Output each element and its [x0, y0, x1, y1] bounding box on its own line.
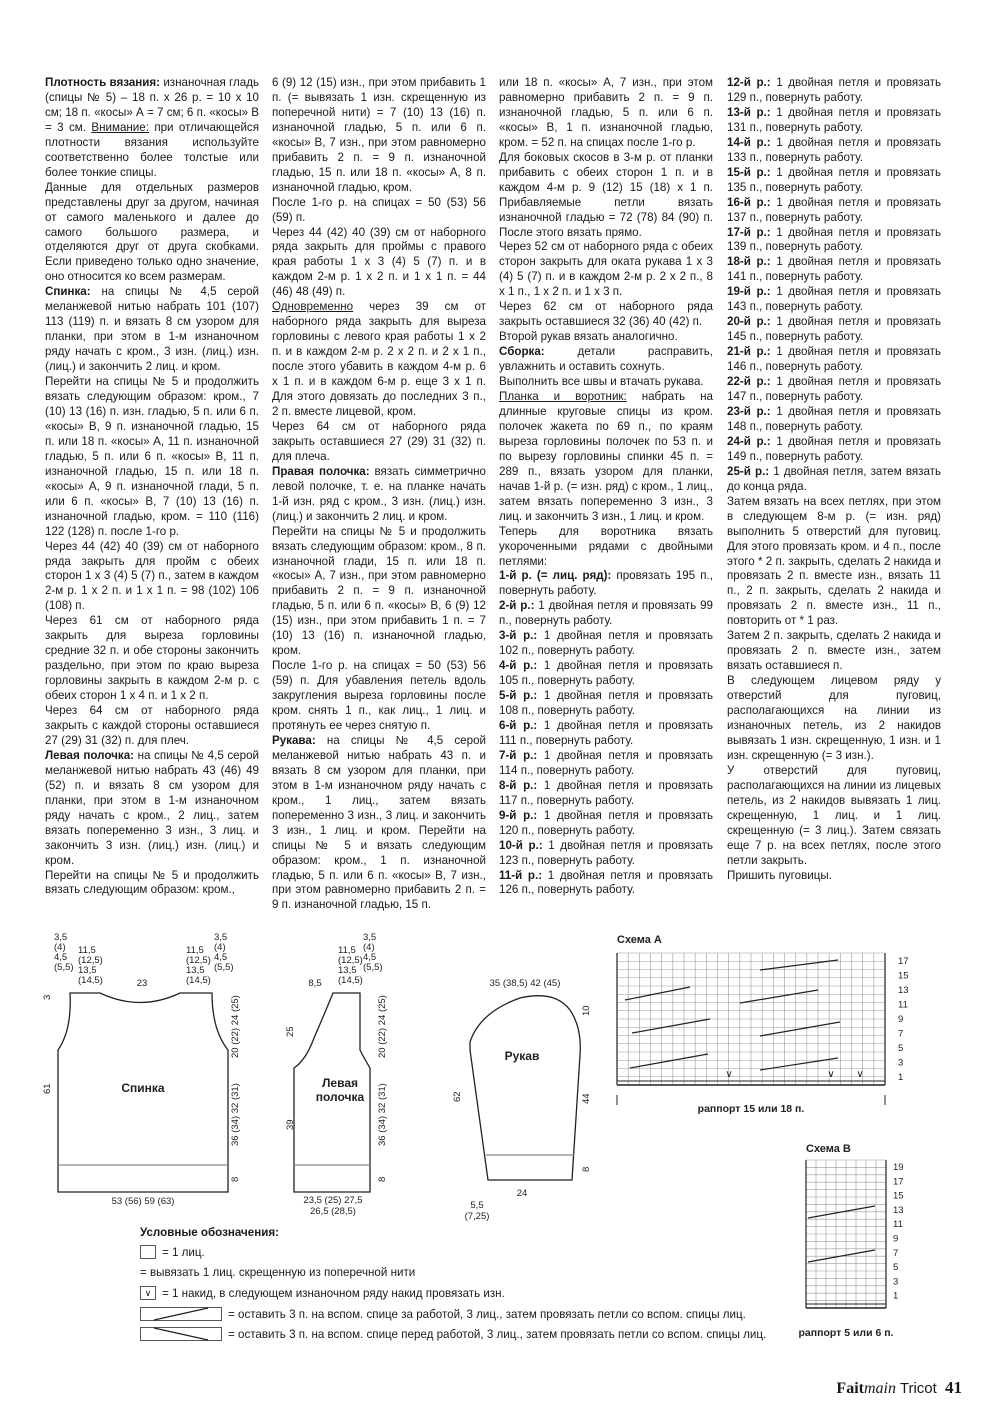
paragraph	[727, 674, 941, 764]
diagram-label: 44	[581, 1093, 592, 1104]
text-run: 1 двойная петля и провязать 99 п., повернуть работу.	[499, 599, 713, 628]
diagram-label: 8,5	[308, 978, 322, 989]
text-run: 1 двойная петля, затем вязать до конца ряда.	[727, 464, 941, 493]
diagram-label: 9	[893, 1233, 899, 1245]
scheme-a-title: Схема А	[617, 934, 662, 946]
text-run: Через 64 см от наборного ряда закрыть с каждой стороны оставшиеся 27 (29) 31 (32) п. для плеч.	[45, 704, 259, 747]
paragraph	[499, 375, 713, 390]
diagram-label: 1	[898, 1072, 904, 1083]
text-run: 25-й р.:	[727, 464, 770, 478]
paragraph	[727, 375, 941, 405]
diagram-label: 3	[898, 1057, 904, 1069]
diagram-label: 13,5	[186, 965, 205, 976]
paragraph	[272, 226, 486, 301]
paragraph	[727, 315, 941, 345]
paragraph	[45, 614, 259, 704]
text-run: детали расправить, увлажнить и оставить сохнуть.	[499, 345, 713, 374]
diagram-label: 36 (34) 32 (31)	[230, 1083, 241, 1146]
diagram-label: 5,5	[470, 1200, 484, 1211]
text-run: 1 двойная петля и провязать 149 п., повернуть работу.	[727, 434, 941, 463]
diagram-label: 13,5	[338, 965, 357, 976]
text-run: Пришить пуговицы.	[727, 868, 832, 882]
diagram-label: 7	[898, 1028, 904, 1040]
paragraph	[45, 375, 259, 539]
text-run: Теперь для воротника вязать укороченными рядами с двойными петлями:	[499, 524, 713, 568]
diagram-label: 15	[893, 1190, 904, 1202]
text-run: 19-й р.:	[727, 285, 771, 299]
diagram-label: 3,5	[214, 932, 228, 943]
legend-item-cable-back: = оставить 3 п. на вспом. спице за работой, 3 лиц., затем провязать петли со вспом. спицы лиц.	[140, 1307, 746, 1321]
diagram-label: 19	[893, 1162, 904, 1173]
scheme-b-repeat: раппорт 5 или 6 п.	[798, 1327, 894, 1339]
diagram-label: 11	[893, 1219, 903, 1231]
paragraph	[499, 76, 713, 151]
paragraph	[499, 659, 713, 689]
text-run: Спинка:	[45, 285, 91, 299]
diagram-label: 24	[516, 1188, 528, 1199]
paragraph	[499, 300, 713, 330]
text-run: Одновременно	[272, 300, 354, 314]
text-run: 14-й р.:	[727, 135, 771, 149]
paragraph	[727, 196, 941, 226]
diagram-label: 13	[898, 985, 909, 996]
text-run: при отличающейся плотности вязания используйте соответственно более толстые или более тонкие спицы.	[45, 120, 259, 179]
text-column-3	[499, 76, 713, 898]
diagram-label: 53 (56) 59 (63)	[111, 1196, 175, 1207]
grid-line	[740, 990, 818, 1003]
paragraph	[45, 76, 259, 181]
diagram-label: (14,5)	[78, 975, 103, 986]
diagram-label: 35 (38,5) 42 (45)	[489, 978, 561, 989]
text-run: 9-й р.:	[499, 808, 538, 822]
text-run: Сборка:	[499, 345, 545, 359]
front-title: Левая	[322, 1076, 358, 1090]
text-run: 1 двойная петля и провязать 129 п., повернуть работу.	[727, 76, 941, 104]
diagram-label: 61	[42, 1083, 53, 1094]
diagram-label: 23	[136, 978, 148, 989]
paragraph	[499, 345, 713, 375]
text-run: 22-й р.:	[727, 375, 771, 389]
diagram-label: 23,5 (25) 27,5	[303, 1195, 363, 1206]
text-column-2	[272, 76, 486, 913]
diagram-label: 4,5	[54, 952, 68, 963]
text-run: Перейти на спицы № 5 и продолжить вязать следующим образом: кром.,	[45, 868, 259, 897]
text-run: 10-й р.:	[499, 838, 543, 852]
text-run: 1 двойная петля и провязать 133 п., повернуть работу.	[727, 135, 941, 164]
cable-front-icon	[140, 1327, 222, 1341]
diagram-label: 3,5	[363, 932, 377, 943]
cable-back-icon	[140, 1307, 222, 1321]
text-column-1	[45, 76, 259, 898]
diagram-label: 39	[285, 1119, 296, 1130]
diagram-label: 8	[230, 1176, 241, 1182]
text-run: 1 двойная петля и провязать 108 п., повернуть работу.	[499, 689, 714, 718]
text-run: Второй рукав вязать аналогично.	[499, 330, 678, 344]
diagram-label: (5,5)	[54, 962, 74, 973]
text-run: на спицы № 4,5 серой меланжевой нитью набрать 43 п. и вязать 8 см узором для планки, при этом в 1-м изнаночном ряду начать с кром., 1 лиц., затем вязать попеременно 3 изн., 3 лиц. и закончить 3 изн., 1 лиц. и кром. Перейти на спицы № 5 и вязать следующим образом: кром., 1 п. изнаночной гладью, 5 п. или 6 п. «косы» В, 7 изн., при этом равномерно прибавить 2 п. = 9 п. изнаночной гладью, 15 п.	[272, 733, 486, 912]
paragraph	[45, 869, 259, 899]
text-run: 1 двойная петля и провязать 148 п., повернуть работу.	[727, 404, 941, 433]
paragraph	[272, 420, 486, 465]
diagram-label: 10	[581, 1005, 592, 1016]
brand-logo: Faitmain	[836, 1380, 896, 1397]
text-run: Затем 2 п. закрыть, сделать 2 накида и провязать 2 п. вместе изн., затем вязать оставшиеся п.	[727, 629, 941, 673]
yarnover-symbol-icon: ∨	[140, 1286, 156, 1300]
paragraph	[727, 255, 941, 285]
text-run: 1 двойная петля и провязать 131 п., повернуть работу.	[727, 105, 941, 134]
legend-title: Условные обозначения:	[140, 1226, 279, 1239]
text-run: Рукава:	[272, 733, 316, 747]
paragraph	[727, 345, 941, 375]
diagram-label: 25	[285, 1026, 296, 1037]
text-run: 13-й р.:	[727, 105, 771, 119]
text-run: 1 двойная петля и провязать 141 п., повернуть работу.	[727, 255, 941, 284]
legend-item-yarnover: ∨ = 1 накид, в следующем изнаночном ряду накид провязать изн.	[140, 1286, 505, 1300]
paragraph	[499, 390, 713, 525]
text-run: 2-й р.:	[499, 599, 535, 613]
diagram-label: 4,5	[363, 952, 377, 963]
diagram-label: 11	[898, 999, 908, 1011]
paragraph	[272, 734, 486, 913]
text-run: Через 44 (42) 40 (39) см от наборного ряда закрыть для проймы с правого края работы 1 x 3 (4) 5 (7) п. и в каждом 2-м р. 1 x 2 п. и 1 x 1 п. = 44 (46) 48 (49) п.	[272, 225, 486, 299]
text-run: 7-й р.:	[499, 748, 538, 762]
diagram-label: (5,5)	[214, 962, 234, 973]
text-run: Левая полочка:	[45, 748, 135, 762]
yarnover-mark-icon: ∨	[725, 1069, 733, 1080]
paragraph	[727, 405, 941, 435]
text-run: 12-й р.:	[727, 76, 771, 89]
paragraph	[272, 525, 486, 660]
text-run: 1 двойная петля и провязать 114 п., повернуть работу.	[499, 748, 714, 777]
text-run: Планка и воротник:	[499, 390, 627, 404]
paragraph	[727, 226, 941, 256]
text-column-4	[727, 76, 941, 883]
diagram-label: 36 (34) 32 (31)	[377, 1083, 388, 1146]
diagram-label: (5,5)	[363, 962, 383, 973]
knit-symbol-icon	[140, 1245, 156, 1259]
paragraph	[499, 599, 713, 629]
text-run: 1 двойная петля и провязать 135 п., повернуть работу.	[727, 165, 941, 194]
text-run: 3-й р.:	[499, 629, 538, 643]
scheme-b-title: Схема В	[806, 1143, 851, 1155]
sleeve-title: Рукав	[504, 1049, 540, 1063]
diagram-label: (7,25)	[464, 1211, 490, 1222]
diagram-label: 13,5	[78, 965, 97, 976]
text-run: 6-й р.:	[499, 718, 538, 732]
text-run: Плотность вязания:	[45, 76, 161, 89]
back-title: Спинка	[121, 1081, 165, 1095]
text-run: Выполнить все швы и втачать рукава.	[499, 375, 704, 389]
paragraph	[45, 285, 259, 375]
legend-item-cable-front: = оставить 3 п. на вспом. спице перед работой, 3 лиц., затем провязать петли со вспом. спицы лиц.	[140, 1327, 766, 1341]
text-run: В следующем лицевом ряду у отверстий для пуговиц, располагающихся на линии из изнаночных петель, из 2 накидов вывязать 1 изн. скрещенную, 1 изн. и 1 изн. скрещенную (= 3 изн.).	[727, 674, 941, 762]
grid-line	[630, 1054, 708, 1068]
diagram-label: (12,5)	[338, 955, 363, 966]
scheme-a-repeat: раппорт 15 или 18 п.	[697, 1103, 805, 1115]
paragraph	[727, 869, 941, 884]
text-run: Внимание:	[91, 120, 149, 134]
scheme-b-grid	[806, 1160, 886, 1308]
text-run: 5-й р.:	[499, 689, 538, 703]
grid-line	[632, 1019, 710, 1033]
text-run: 1 двойная петля и провязать 105 п., повернуть работу.	[499, 659, 714, 688]
diagram-label: (4)	[214, 942, 226, 953]
scheme-a-grid	[617, 953, 885, 1105]
diagram-label: 15	[898, 970, 909, 982]
paragraph	[727, 76, 941, 106]
paragraph	[45, 540, 259, 615]
paragraph	[45, 704, 259, 749]
diagram-label: (14,5)	[338, 975, 363, 986]
text-run: После 1-го р. на спицах = 50 (53) 56 (59) п. Для убавления петель вдоль закругления выреза горловины после кром. снять 1 п., как лиц., 1 лиц. и протянуть ее через снятую п.	[272, 659, 486, 732]
paragraph	[45, 749, 259, 869]
text-run: Правая полочка:	[272, 464, 370, 478]
diagram-label: (4)	[54, 942, 66, 953]
diagram-label: 11,5	[338, 945, 356, 956]
diagram-label: 11,5	[186, 945, 204, 956]
text-run: набрать на длинные круговые спицы из кром. полочек жакета по 69 п., по краям выреза горловины полочек по 53 п. и по вырезу горловины спинки 45 п. = 289 п., вязать узором для планки, начав 1-й р. (= изн. ряд) с кром., 1 лиц., затем вязать попеременно 3 изн., 3 лиц. и закончить 3 изн., 1 лиц. и кром.	[499, 390, 713, 523]
paragraph	[499, 569, 713, 599]
paragraph	[499, 525, 713, 570]
text-run: 8-й р.:	[499, 778, 538, 792]
paragraph	[727, 106, 941, 136]
text-run: 1 двойная петля и провязать 137 п., повернуть работу.	[727, 195, 941, 224]
paragraph	[727, 435, 941, 465]
text-run: 21-й р.:	[727, 345, 771, 359]
paragraph	[499, 749, 713, 779]
text-run: 23-й р.:	[727, 404, 771, 418]
paragraph	[727, 166, 941, 196]
diagram-label: 7	[893, 1247, 899, 1259]
text-run: 24-й р.:	[727, 434, 771, 448]
legend-item-twisted: = вывязать 1 лиц. скрещенную из поперечной нити	[140, 1266, 416, 1279]
text-run: Через 44 (42) 40 (39) см от наборного ряда закрыть для пройм с обеих сторон 1 x 3 (4) 5 (7) п., затем в каждом 2-м р. 1 x 2 п. и 1 x 1 п. = 98 (102) 106 (108) п.	[45, 539, 259, 613]
text-run: Через 52 см от наборного ряда с обеих сторон закрыть для оката рукава 1 x 3 (4) 5 (7) п. и в каждом 2-м р. 2 x 2 п., 8 x 1 п., 1 x 2 п. и 1 x 3 п.	[499, 240, 713, 299]
diagram-label: 20 (22) 24 (25)	[230, 995, 241, 1058]
yarnover-mark-icon: ∨	[827, 1069, 835, 1080]
text-run: 4-й р.:	[499, 659, 538, 673]
paragraph	[499, 629, 713, 659]
page-number: 41	[945, 1378, 962, 1397]
paragraph	[499, 240, 713, 300]
text-run: Через 61 см от наборного ряда закрыть для выреза горловины средние 32 п. и обе стороны закончить раздельно, при этом по краю выреза горловины закрыть в каждом 2-м р. с обеих сторон 1 x 4 п. и 1 x 2 п.	[45, 614, 259, 703]
diagram-label: 8	[377, 1176, 388, 1182]
text-run: 1 двойная петля и провязать 126 п., повернуть работу.	[499, 868, 714, 897]
brand-tricot: Tricot	[899, 1380, 937, 1397]
paragraph	[272, 465, 486, 525]
paragraph	[499, 839, 713, 869]
text-run: 1 двойная петля и провязать 123 п., повернуть работу.	[499, 838, 713, 867]
text-run: Через 64 см от наборного ряда закрыть оставшиеся 27 (29) 31 (32) п. для плеча.	[272, 419, 486, 463]
diagram-label: 1	[893, 1290, 899, 1302]
text-run: 18-й р.:	[727, 255, 771, 269]
front-title: полочка	[315, 1090, 365, 1104]
text-run: 1-й р. (= лиц. ряд):	[499, 569, 612, 583]
diagram-label: (12,5)	[186, 955, 211, 966]
diagram-label: 17	[893, 1176, 904, 1188]
text-run: 1 двойная петля и провязать 143 п., повернуть работу.	[727, 285, 941, 314]
text-run: 1 двойная петля и провязать 102 п., повернуть работу.	[499, 629, 714, 658]
text-run: 1 двойная петля и провязать 117 п., повернуть работу.	[499, 778, 714, 807]
paragraph	[727, 764, 941, 869]
text-run: на спицы № 4,5 серой меланжевой нитью набрать 43 (46) 49 (52) п. и вязать 8 см узором для планки, при этом в 1-м изнаночном ряду начать с кром., 2 лиц., затем вязать попеременно 3 изн., 3 лиц. и закончить 3 изн. (лиц.) изн. (лиц.) и кром.	[45, 748, 259, 867]
text-run: 15-й р.:	[727, 165, 771, 179]
grid-line	[760, 1022, 840, 1036]
text-run: 16-й р.:	[727, 195, 771, 209]
text-run: через 39 см от наборного ряда закрыть для выреза горловины с левого края работы 1 x 2 п. и в каждом 2-м р. 2 x 2 п. и 2 x 1 п., после этого убавить в каждом 4-м р. 6 x 1 п. и в каждом 6-м р. еще 3 x 1 п. Для этого довязать до последних 3 п., 2 п. вместе лицевой, кром.	[272, 300, 486, 418]
text-run: 1 двойная петля и провязать 111 п., повернуть работу.	[499, 718, 714, 747]
diagram-label: 26,5 (28,5)	[310, 1206, 356, 1217]
paragraph	[499, 689, 713, 719]
diagram-label: 17	[898, 956, 909, 967]
diagram-label: 4,5	[214, 952, 228, 963]
paragraph	[727, 136, 941, 166]
diagram-label: 11,5	[78, 945, 96, 956]
paragraph	[499, 330, 713, 345]
paragraph	[45, 181, 259, 286]
text-run: или 18 п. «косы» А, 7 изн., при этом равномерно прибавить 2 п. = 9 п. изнаночной гладью, 5 п. или 6 п. «косы» В, 1 п. изнаночной гладью, кром. = 52 п. на спицах после 1-го р.	[499, 76, 713, 149]
paragraph	[499, 151, 713, 241]
diagram-label: 20 (22) 24 (25)	[377, 995, 388, 1058]
text-run: 20-й р.:	[727, 315, 771, 329]
diagram-label: 13	[893, 1204, 904, 1216]
diagram-label: (14,5)	[186, 975, 211, 986]
text-run: Для боковых скосов в 3-м р. от планки прибавить с обеих сторон 1 п. и в каждом 4-м р. 9 (12) 15 (18) x 1 п. Прибавляемые петли вязать изнаночной гладью = 72 (78) 84 (90) п. После этого вязать прямо.	[499, 150, 713, 239]
text-run: У отверстий для пуговиц, располагающихся на линии из лицевых петель, из 2 накидов вывязать 1 лиц. скрещенную, 1 лиц. и 1 лиц. скрещенную (= 3 лиц.). Затем связать еще 7 р. на всех петлях, после этого петли закрыть.	[727, 763, 941, 867]
paragraph	[272, 300, 486, 420]
diagram-label: 3,5	[54, 932, 68, 943]
text-run: 1 двойная петля и провязать 120 п., повернуть работу.	[499, 808, 714, 837]
text-run: 1 двойная петля и провязать 147 п., повернуть работу.	[727, 375, 941, 404]
text-run: 1 двойная петля и провязать 145 п., повернуть работу.	[727, 315, 941, 344]
text-run: Перейти на спицы № 5 и продолжить вязать следующим образом: кром., 8 п. изнаночной глади, 15 п. или 18 п. «косы» А, 7 изн., при этом равномерно прибавить 2 п. = 9 п. изнаночной гладью, 5 п. или 6 п. «косы» В, 6 (9) 12 (15) изн., при этом прибавить 1 п. = 7 (10) 13 (16) п. изнаночной гладью, кром.	[272, 524, 486, 658]
text-run: изнаночная гладь (спицы № 5) – 18 п. x 26 р. = 10 x 10 см; 18 п. «косы» А = 7 см; 6 п. «косы» В = 3 см.	[45, 76, 260, 134]
diagram-label: 9	[898, 1014, 904, 1025]
text-run: Затем вязать на всех петлях, при этом в следующем 8-м р. (= изн. ряд) выполнить 5 отверстий для пуговиц. Для этого провязать кром. и 4 п., после этого * 2 п. закрыть, сделать 2 накида и провязать 2 п. вместе изн., вязать 11 п., 2 п. закрыть, сделать 2 накида и провязать 2 п. вместе изн., 11 п., повторить от * 1 раз.	[727, 494, 941, 628]
text-run: провязать 195 п., повернуть работу.	[499, 569, 713, 598]
page-footer	[836, 1378, 962, 1398]
diagram-label: 62	[452, 1091, 463, 1102]
sleeve-outline	[470, 996, 580, 1180]
grid-line	[625, 987, 690, 1000]
paragraph	[499, 779, 713, 809]
legend-item-knit: = 1 лиц.	[140, 1245, 205, 1259]
text-run: После 1-го р. на спицах = 50 (53) 56 (59) п.	[272, 195, 486, 224]
text-run: 11-й р.:	[499, 868, 543, 882]
diagram-label: (12,5)	[78, 955, 103, 966]
diagram-label: 8	[581, 1166, 592, 1172]
paragraph	[727, 629, 941, 674]
text-run: 17-й р.:	[727, 225, 771, 239]
text-run: Перейти на спицы № 5 и продолжить вязать следующим образом: кром., 7 (10) 13 (16) п. изн. гладью, 5 п. или 6 п. «косы» В, 9 п. изнаночной гладью, 15 п. или 18 п. «косы» А, 11 п. изнаночной гладью, 5 п. или 6 п. «косы» В, 11 п. изнаночной гладью, 15 п. или 18 п. «косы» А, 9 п. изнаночной глади, 5 п. или 6 п. «косы» В, 7 (10) 13 (16) п. изнаночной гладью, кром. = 110 (116) 122 (128) п. после 1-го р.	[45, 375, 259, 538]
paragraph	[499, 809, 713, 839]
text-run: 1 двойная петля и провязать 146 п., повернуть работу.	[727, 345, 941, 374]
diagram-label: 5	[898, 1043, 904, 1054]
text-run: 6 (9) 12 (15) изн., при этом прибавить 1 п. (= вывязать 1 изн. скрещенную из поперечной нити) = 7 (10) 13 (16) п. изнаночной гладью, 5 п. или 6 п. «косы» В, 7 изн., при этом равномерно прибавить 2 п. = 9 п. изнаночной гладью, 15 п. или 18 п. «косы» А, 8 п. изнаночной гладью, кром.	[272, 76, 486, 194]
text-run: 1 двойная петля и провязать 139 п., повернуть работу.	[727, 225, 941, 254]
text-run: Через 62 см от наборного ряда закрыть оставшиеся 32 (36) 40 (42) п.	[499, 300, 713, 329]
diagram-label: 5	[893, 1262, 899, 1274]
text-run: Данные для отдельных размеров представлены друг за другом, начиная от самого маленького и далее до самого большого размера, и отделяются друг от друга скобками. Если приведено только одно значение, оно относится ко всем размерам.	[45, 180, 259, 284]
diagram-label: 3	[893, 1276, 899, 1288]
paragraph	[727, 495, 941, 630]
paragraph	[272, 196, 486, 226]
paragraph	[499, 719, 713, 749]
text-run: на спицы № 4,5 серой меланжевой нитью набрать 101 (107) 113 (119) п. и вязать 8 см узором для планки, при этом в 1-м изнаночном ряду начать с кром., 3 изн. (лиц.) изн. (лиц.) и закончить 2 лиц. и кром.	[45, 285, 259, 374]
paragraph	[272, 659, 486, 734]
paragraph	[727, 465, 941, 495]
diagram-label: (4)	[363, 942, 375, 953]
paragraph	[272, 76, 486, 196]
yarnover-mark-icon: ∨	[856, 1069, 864, 1080]
text-run: вязать симметрично левой полочке, т. е. на планке начать 1-й изн. ряд с кром., 3 изн. (лиц.) изн. (лиц.) и закончить 2 лиц. и кром.	[272, 464, 486, 523]
paragraph	[727, 285, 941, 315]
diagram-label: 3	[42, 994, 53, 1000]
paragraph	[499, 869, 713, 899]
